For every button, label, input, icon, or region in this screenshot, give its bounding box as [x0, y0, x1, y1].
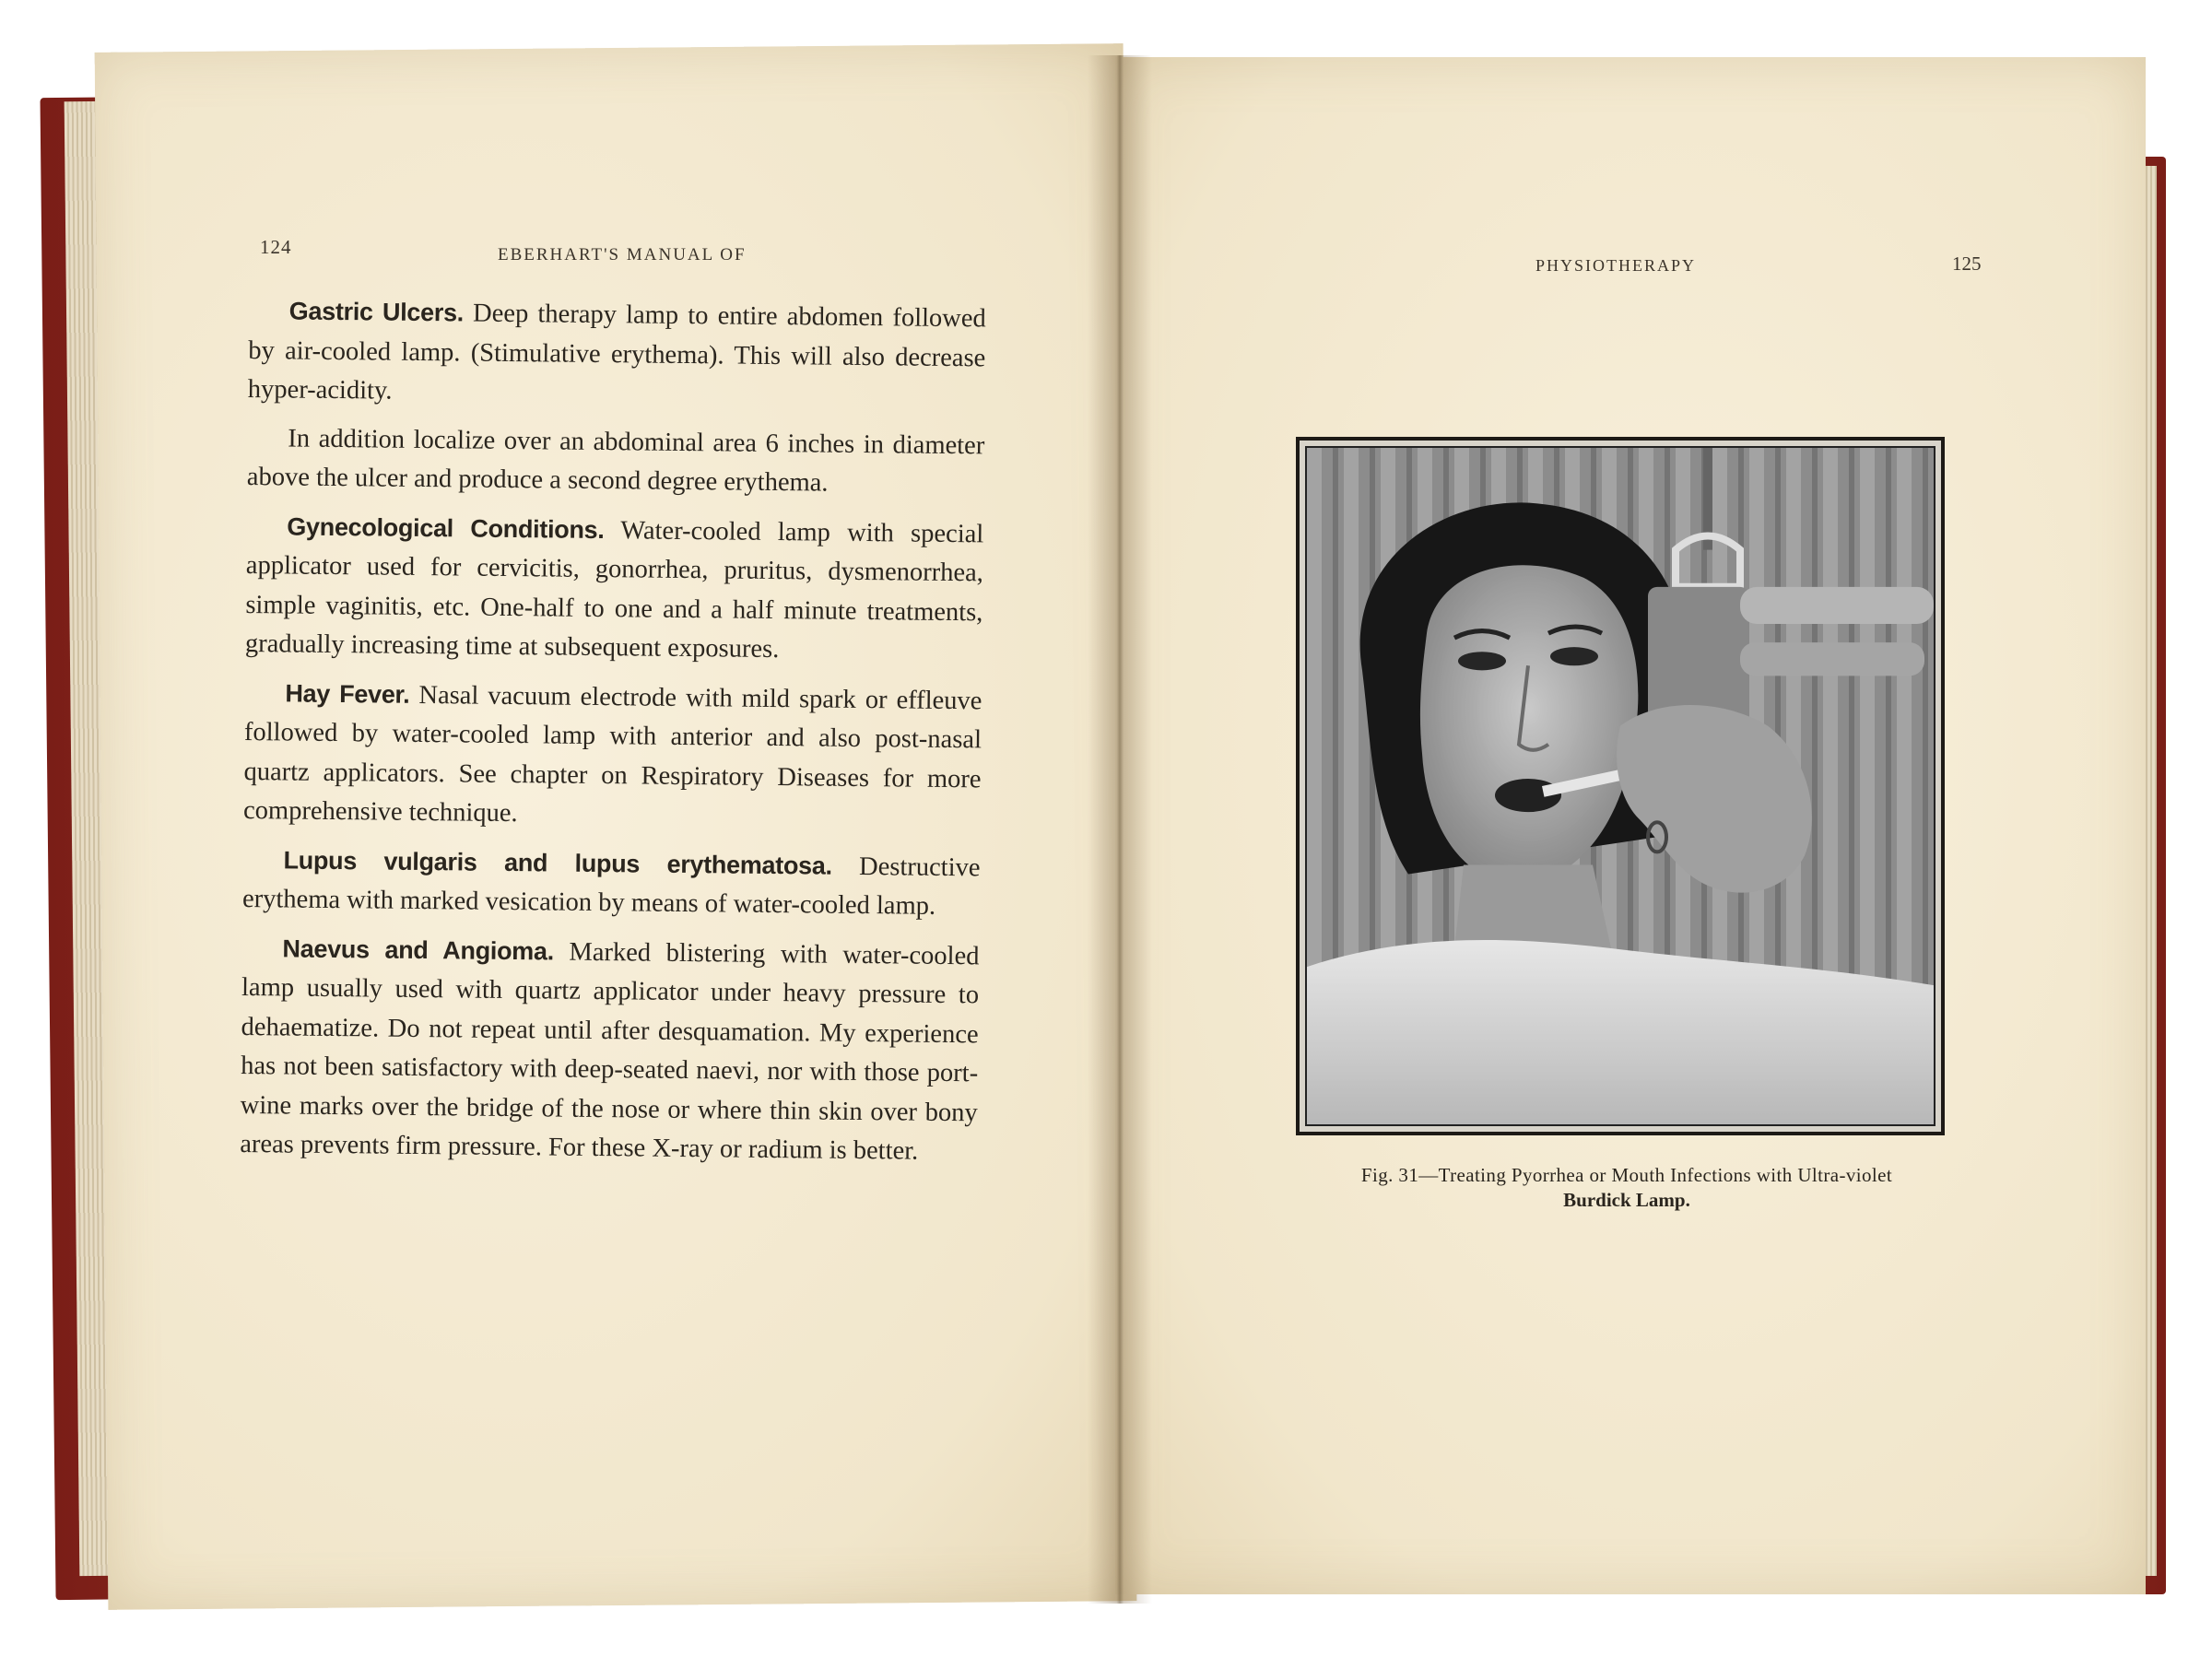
paragraph-lupus: [242, 840, 981, 926]
paragraph-heading: Gastric Ulcers.: [288, 297, 465, 327]
left-page-number: 124: [260, 236, 292, 258]
figure-caption: [1281, 1163, 1972, 1213]
paragraph-heading: Hay Fever.: [285, 678, 410, 709]
book-gutter: [1088, 55, 1152, 1604]
paragraph-text: Deep therapy lamp to entire abdomen followed by air-cooled lamp. (Stimulative erythema). This will also decrease hyper-acidity.: [247, 299, 986, 405]
caption-bold-text: Burdick Lamp.: [1563, 1189, 1690, 1211]
left-running-head: EBERHART'S MANUAL OF: [498, 245, 747, 264]
paragraph-gastric-ulcers: [248, 291, 986, 417]
paragraph-heading: Naevus and Angioma.: [282, 934, 555, 966]
paragraph-heading: Gynecological Conditions.: [287, 511, 605, 544]
paragraph-text: Nasal vacuum electrode with mild spark or effleuve followed by water-cooled lamp with anterior and also post-nasal quartz applicators. See chapter on Respiratory Diseases for more comprehensive technique.: [242, 680, 982, 828]
right-page-number: 125: [1952, 253, 1982, 275]
paragraph-gynecological: [245, 506, 984, 671]
paragraph-hay-fever: [243, 673, 982, 838]
paragraph-text: Destructive erythema with marked vesication by means of water-cooled lamp.: [241, 852, 981, 921]
left-page-body: [240, 291, 986, 1181]
paragraph-text: In addition localize over an abdominal area 6 inches in diameter above the ulcer and produce a second degree erythema.: [246, 423, 985, 498]
figure-photo: [1305, 446, 1936, 1126]
paragraph-naevus: [240, 928, 980, 1171]
paragraph-heading: Lupus vulgaris and lupus erythematosa.: [283, 845, 832, 880]
paragraph-text: Marked blistering with water-cooled lamp usually used with quartz applicator under heavy pressure to dehaematize. Do not repeat until after desquamation. My experience has not been satisfactory with deep-seated naevi, nor with those port-wine marks over the bridge of the nose or where thin skin over bony areas prevents firm pressure. For these X-ray or radium is better.: [240, 937, 980, 1166]
right-running-head: PHYSIOTHERAPY: [1535, 256, 1697, 275]
figure-photo-frame: [1296, 437, 1945, 1135]
caption-text: Fig. 31—Treating Pyorrhea or Mouth Infections with Ultra-violet: [1360, 1164, 1893, 1186]
paragraph-abdominal-area: [247, 418, 985, 504]
paragraph-text: Water-cooled lamp with special applicator used for cervicitis, gonorrhea, pruritus, dysmenorrhea, simple vaginitis, etc. One-half to one and a half minute treatments, gradually increasing time at subsequent exposures.: [244, 515, 984, 664]
